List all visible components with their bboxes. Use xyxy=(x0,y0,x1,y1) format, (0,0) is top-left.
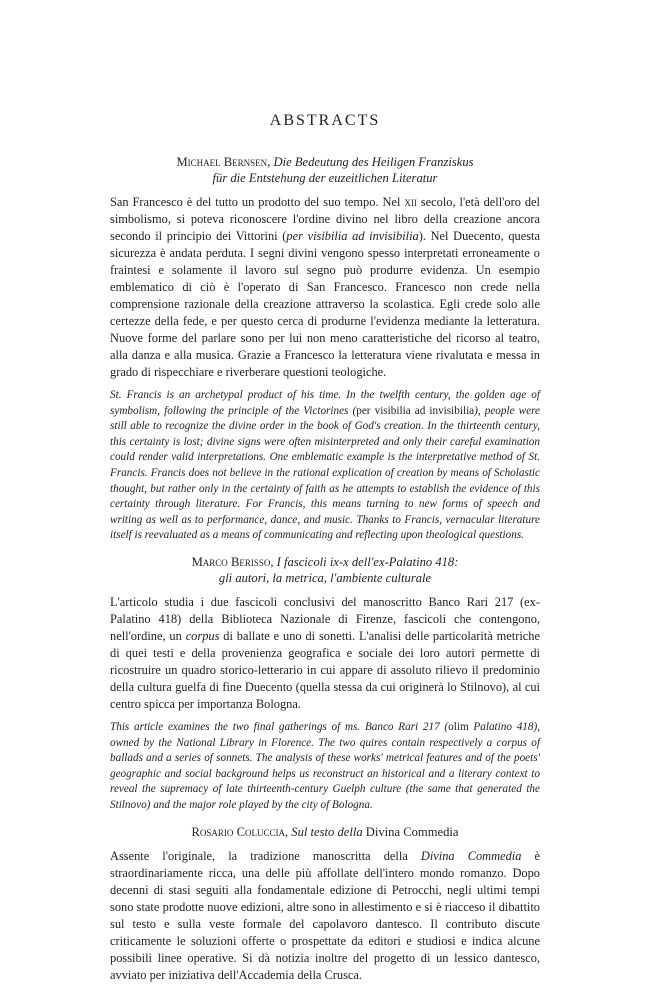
author-name: Marco Berisso xyxy=(191,554,271,569)
entry-heading-bernsen: Michael Bernsen, Die Bedeutung des Heiligen Franziskus für die Entstehung der euzeitlichen Literatur xyxy=(110,154,540,186)
entry-title: I fascicoli ix-x dell'ex-Palatino 418: xyxy=(276,554,459,569)
entry-title: Sul testo della xyxy=(291,824,363,839)
work-title: Divina Commedia xyxy=(365,824,459,839)
abstract-english: This article examines the two final gatherings of ms. Banco Rari 217 (olim Palatino 418), owned by the National Library in Florence. The two quires contain respectively a corpus of ballads and a series of sonnets. The analysis of these works' metrical features and of the poets' geographic and social background helps us reconstruct an historical and a literary context to reveal the supremacy of late thirteenth-century Guelph culture (the same that generated the Stilnovo) and the major role played by the city of Bologna. xyxy=(110,720,540,811)
author-name: Michael Bernsen xyxy=(176,155,268,169)
work-title: Divina Commedia xyxy=(420,848,522,863)
entry-title: Die Bedeutung des Heiligen Franziskus xyxy=(273,155,474,169)
entry-heading-berisso: Marco Berisso, I fascicoli ix-x dell'ex-Palatino 418: gli autori, la metrica, l'ambiente culturale xyxy=(110,554,540,586)
entry-title-continued: gli autori, la metrica, l'ambiente culturale xyxy=(218,570,432,585)
latin-phrase: per visibilia ad invisibilia xyxy=(356,404,475,417)
entry-title-continued: für die Entstehung der euzeitlichen Literatur xyxy=(212,171,438,185)
abstract-italian: Assente l'originale, la tradizione manoscritta della Divina Commedia è straordinariamente ricca, una delle più affollate dell'intero mondo romanzo. Dopo decenni di stasi seguiti alla fondamentale edizione di Petrocchi, negli ultimi tempi sono state prodotte nuove edizioni, altre sono in allestimento e si è riacceso il dibattito sul testo e sulla veste formale del capolavoro dantesco. Il contributo discute criticamente le soluzioni offerte o prospettate da editori e studiosi e indica alcune possibili linee operative. Si dà notizia inoltre del progetto di un lessico dantesco, avviato per iniziativa dell'Accademia della Crusca. xyxy=(110,848,540,982)
entry-heading-coluccia: Rosario Coluccia, Sul testo della Divina Commedia xyxy=(191,824,459,839)
abstract-english: St. Francis is an archetypal product of his time. In the twelfth century, the golden age of symbolism, following the principle of the Victorines (per visibilia ad invisibilia), people were still able to recognize the divine order in the book of God's creation. In the thirteenth century, this certainty is lost; divine signs were often misinterpreted and only their careful examination could render valid interpretations. One emblematic example is the interpretative method of St. Francis. Francis does not believe in the rational explication of creation by means of Scholastic thought, but rather only in the certainty of faith as he attempts to establish the evidence of this certainty through literature. For Francis, this means turning to new forms of speech and writing as well as to performance, dance, and music. Thanks to Francis, vernacular literature itself is reevaluated as a means of communicating and reflecting upon theological questions. xyxy=(110,389,540,542)
latin-term: corpus xyxy=(185,628,220,643)
abstract-italian: San Francesco è del tutto un prodotto del suo tempo. Nel xii secolo, l'età dell'oro del simbolismo, si poteva riconoscere l'ordine divino nel libro della creazione ancora secondo il principio dei Vittorini (per visibilia ad invisibilia). Nel Duecento, questa sicurezza è andata perduta. I segni divini vengono spesso interpretati erroneamente o fraintesi e solamente il lavoro sul segno può produrre evidenza. Un esempio emblematico di ciò è l'operato di San Francesco. Francesco non crede nella comprensione razionale della creazione attraverso la scolastica. Egli crede solo alle certezze della fede, e per questo cerca di produrne l'evidenza mediante la letteratura. Nuove forme del parlare sono per lui non meno caratteristiche del ricorso al teatro, alla danza e alla musica. Grazie a Francesco la letteratura viene rivalutata e messa in grado di rispecchiare e riverberare questioni teologiche. xyxy=(110,195,540,379)
abstract-italian: L'articolo studia i due fascicoli conclusivi del manoscritto Banco Rari 217 (ex-Palatino 418) della Biblioteca Nazionale di Firenze, fascicoli che contengono, nell'ordine, un corpus di ballate e uno di sonetti. L'analisi delle particolarità metriche di quei testi e della provenienza geografica e sociale dei loro autori permette di ricostruire un quadro storico-letterario in cui appare di assoluto rilievo il predominio della cultura guelfa di fine Duecento (quella stessa da cui originerà lo Stilnovo), al cui centro spicca per importanza Bologna. xyxy=(110,594,540,711)
century-numeral: xii xyxy=(404,195,417,209)
author-name: Rosario Coluccia xyxy=(191,824,285,839)
latin-phrase: per visibilia ad invisibilia xyxy=(286,229,419,243)
page-title: ABSTRACTS xyxy=(269,112,381,129)
latin-term: olim xyxy=(448,720,469,733)
